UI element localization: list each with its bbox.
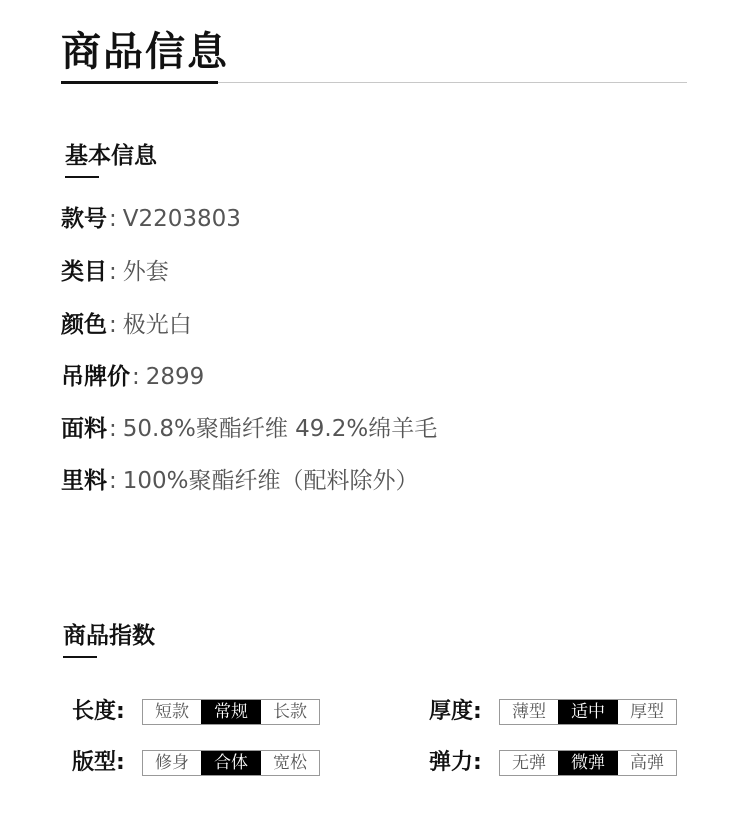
info-row-style-number — [61, 204, 241, 234]
info-colon: : — [132, 364, 140, 390]
basic-info-heading: 基本信息 — [65, 143, 157, 169]
info-row-category — [61, 257, 169, 287]
spec-row-length — [72, 699, 320, 725]
spec-row-elasticity — [429, 750, 677, 776]
spec-option: 无弹 — [500, 751, 558, 775]
basic-info-heading-underline — [65, 176, 99, 178]
product-index-heading: 商品指数 — [63, 623, 155, 649]
spec-options-elasticity — [499, 750, 677, 776]
spec-options-length — [142, 699, 320, 725]
spec-options-thickness — [499, 699, 677, 725]
spec-option: 宽松 — [260, 751, 319, 775]
title-underline — [61, 81, 218, 84]
info-label: 款号 — [61, 206, 107, 232]
spec-option: 修身 — [143, 751, 201, 775]
spec-label: 版型: — [72, 750, 125, 775]
info-value: 极光白 — [122, 312, 192, 338]
spec-options-fit — [142, 750, 320, 776]
info-value: 50.8%聚酯纤维 49.2%绵羊毛 — [122, 416, 438, 442]
spec-option: 短款 — [143, 700, 201, 724]
info-colon: : — [109, 468, 117, 494]
info-row-tag-price — [61, 362, 204, 392]
info-label: 面料 — [61, 416, 107, 442]
info-row-fabric — [61, 414, 437, 444]
spec-label: 长度: — [72, 699, 125, 724]
spec-option-selected: 常规 — [201, 700, 260, 724]
info-value: V2203803 — [122, 206, 241, 232]
info-colon: : — [109, 312, 117, 338]
spec-option-selected: 微弹 — [558, 751, 617, 775]
info-colon: : — [109, 416, 117, 442]
spec-row-thickness — [429, 699, 677, 725]
info-colon: : — [109, 206, 117, 232]
info-label: 里料 — [61, 468, 107, 494]
info-row-lining — [61, 466, 419, 496]
info-label: 颜色 — [61, 312, 107, 338]
spec-option: 长款 — [260, 700, 319, 724]
info-label: 类目 — [61, 259, 107, 285]
info-label: 吊牌价 — [61, 364, 130, 390]
spec-label: 弹力: — [429, 750, 482, 775]
spec-option: 高弹 — [617, 751, 676, 775]
spec-option-selected: 适中 — [558, 700, 617, 724]
product-index-heading-underline — [63, 656, 97, 658]
info-value: 外套 — [122, 259, 169, 285]
spec-option: 薄型 — [500, 700, 558, 724]
info-colon: : — [109, 259, 117, 285]
spec-option-selected: 合体 — [201, 751, 260, 775]
info-value: 100%聚酯纤维（配料除外） — [122, 468, 419, 494]
spec-option: 厚型 — [617, 700, 676, 724]
page-title: 商品信息 — [61, 29, 229, 75]
spec-label: 厚度: — [429, 699, 482, 724]
info-row-color — [61, 310, 192, 340]
info-value: 2899 — [145, 364, 205, 390]
spec-row-fit — [72, 750, 320, 776]
